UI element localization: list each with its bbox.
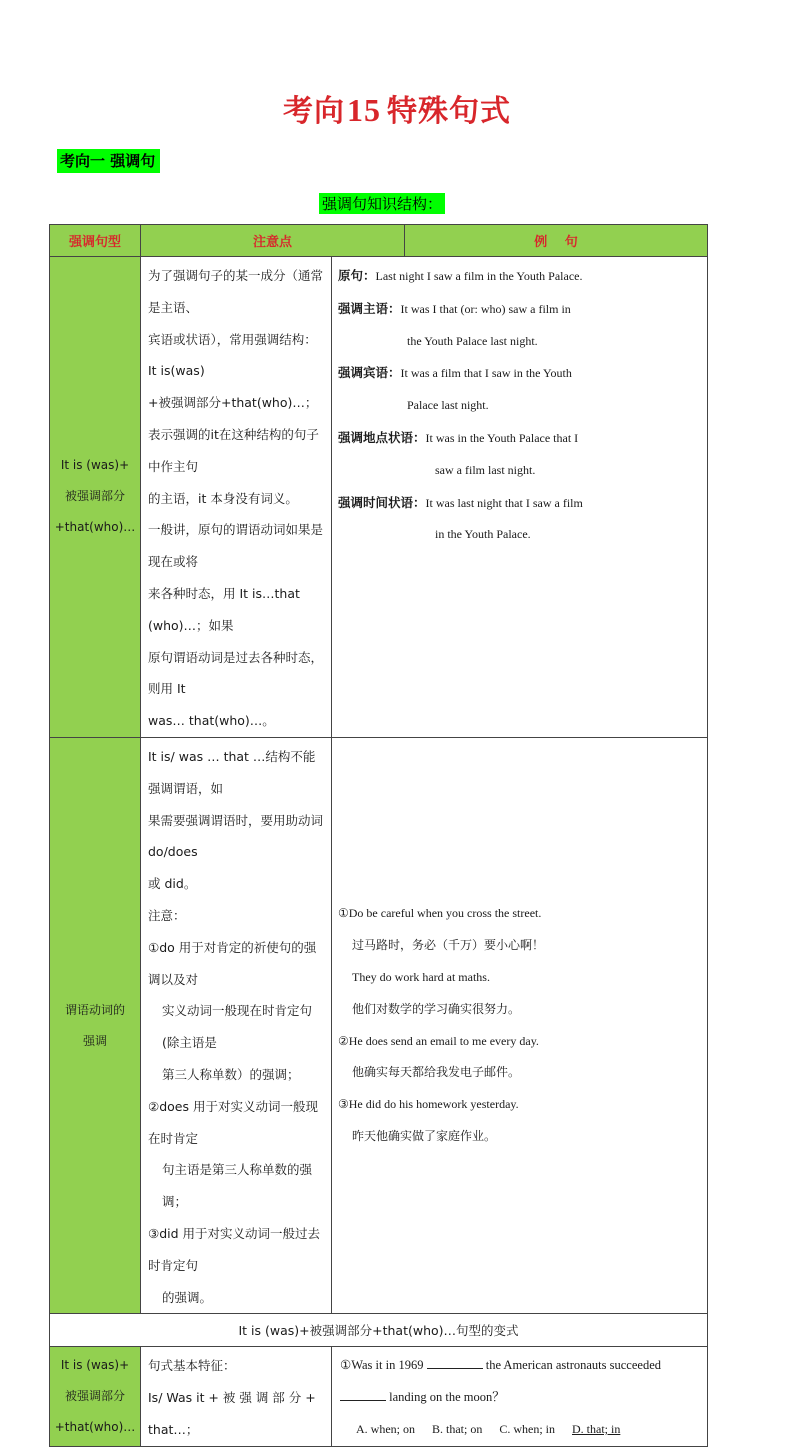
answer-blank [340, 1400, 386, 1401]
header-examples: 例 句 [405, 225, 708, 257]
option-b: B. that; on [432, 1421, 483, 1436]
notes-cell: 句式基本特征： Is/ Was it + 被 强 调 部 分 + that…； [141, 1347, 332, 1446]
title-prefix: 考向 [283, 94, 345, 129]
answer-options [340, 1414, 701, 1446]
question-cell: ①Was it in 1969 the American astronauts succeeded landing on the moon？ A. when; on B. that; on C. when; in D. that; in [332, 1347, 708, 1446]
page-title [0, 86, 794, 130]
pattern-cell: It is (was)+ 被强调部分 +that(who)… [50, 1347, 141, 1446]
option-c: C. when; in [499, 1421, 556, 1436]
pattern-cell: 谓语动词的 强调 [50, 737, 141, 1313]
examples-cell: 原句：Last night I saw a film in the Youth Palace. 强调主语：It was I that (or: who) saw a film in the Youth Palace last night. 强调宾语：It was a film that I saw in the Youth Palace last night. 强调地点状语：It was in the Youth Palace that I saw a film last night. 强调时间状语：It was last night that I saw a film in the Youth Palace. [332, 257, 708, 738]
pattern-cell: It is (was)+ 被强调部分 +that(who)… [50, 257, 141, 738]
table-row-variant [50, 1347, 708, 1446]
variant-label: It is (was)+被强调部分+that(who)…句型的变式 [50, 1314, 708, 1347]
table-row-verb-emphasis [50, 737, 708, 1313]
title-number: 15 [347, 92, 381, 128]
variant-row [50, 1314, 708, 1347]
section-heading: 考向一 强调句 [57, 149, 160, 173]
header-notes: 注意点 [141, 225, 405, 257]
examples-cell: ①Do be careful when you cross the street. 过马路时，务必（千万）要小心啊！ They do work hard at maths. 他们对数学的学习确实很努力。 ②He does send an email to me every day. 他确实每天都给我发电子邮件。 ③He did do his homework yesterday. 昨天他确实做了家庭作业。 [332, 737, 708, 1313]
notes-cell: It is/ was … that …结构不能强调谓语，如 果需要强调谓语时，要用助动词 do/does 或 did。 注意： ①do 用于对肯定的祈使句的强调以及对 实义动词一般现在时肯定句(除主语是 第三人称单数）的强调； ②does 用于对实义动词一般现在时肯定 句主语是第三人称单数的强调； ③did 用于对实义动词一般过去时肯定句 的强调。 [141, 737, 332, 1313]
notes-cell: 为了强调句子的某一成分（通常是主语、 宾语或状语），常用强调结构：It is(was) +被强调部分+that(who)…； 表示强调的it在这种结构的句子中作主句 的主语，it 本身没有词义。 一般讲，原句的谓语动词如果是现在或将 来各种时态，用 It is…that (who)…；如果 原句谓语动词是过去各种时态，则用 It was… that(who)…。 [141, 257, 332, 738]
table-row-it-is [50, 257, 708, 738]
option-a: A. when; on [356, 1421, 415, 1436]
title-rest: 特殊句式 [387, 94, 511, 129]
table-header-row [50, 225, 708, 257]
answer-blank [427, 1368, 483, 1369]
grammar-table [49, 224, 708, 1447]
header-pattern: 强调句型 [50, 225, 141, 257]
option-d: D. that; in [572, 1421, 621, 1436]
table-subtitle: 强调句知识结构： [319, 193, 445, 214]
